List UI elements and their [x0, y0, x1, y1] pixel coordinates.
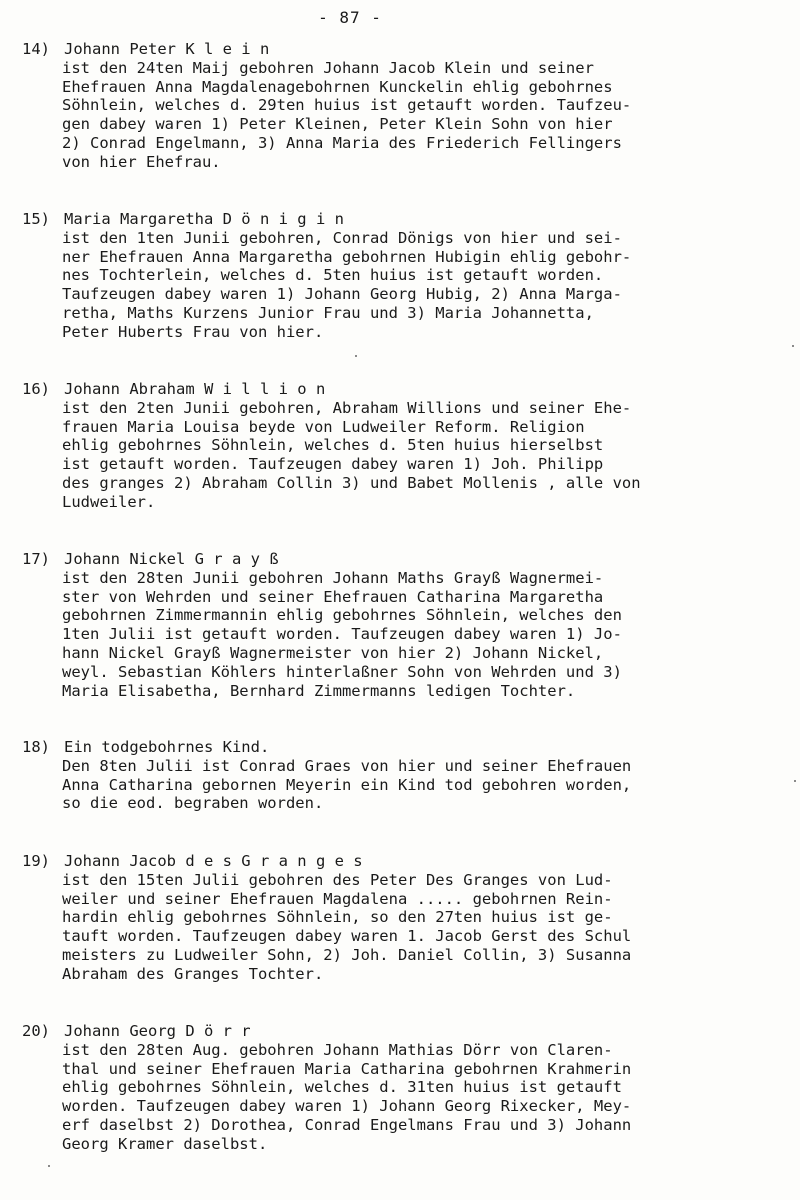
entry-text: Den 8ten Julii ist Conrad Graes von hier und seiner Ehefrauen Anna Catharina gebornen Meyerin ein Kind tod gebohren worden, so die eod. begraben worden. — [62, 756, 632, 813]
entry-name: Maria Margaretha D ö n i g i n — [64, 210, 344, 228]
entry-number: 19) — [22, 852, 50, 870]
entry-text: ist den 15ten Julii gebohren des Peter Des Granges von Lud- weiler und seiner Ehefrauen Magdalena ..... gebohrnen Rein- hardin ehlig gebohrnes Söhnlein, so den 27ten huius ist ge- tauft worden. Taufzeugen dabey waren 1. Jacob Gerst des Schul meisters zu Ludweiler Sohn, 2) Joh. Daniel Collin, 3) Susanna Abraham des Granges Tochter. — [62, 870, 632, 983]
entry-17 — [22, 550, 792, 700]
entry-heading — [22, 550, 792, 569]
entry-text: ist den 28ten Aug. gebohren Johann Mathias Dörr von Claren- thal und seiner Ehefrauen Maria Catharina gebohrnen Krahmerin ehlig gebohrnes Söhnlein, welches d. 31ten huius ist getauft worden. Taufzeugen dabey waren 1) Johann Georg Rixecker, Mey- erf daselbst 2) Dorothea, Conrad Engelmans Frau und 3) Johann Georg Kramer daselbst. — [62, 1040, 632, 1153]
entry-19 — [22, 852, 792, 984]
entry-name: Johann Georg D ö r r — [64, 1022, 251, 1040]
entry-number: 18) — [22, 738, 50, 756]
entry-number: 16) — [22, 380, 50, 398]
entry-name: Ein todgebohrnes Kind. — [64, 738, 270, 756]
entry-18 — [22, 738, 792, 813]
entry-15 — [22, 210, 792, 342]
entry-16 — [22, 380, 792, 512]
entry-number: 15) — [22, 210, 50, 228]
entry-heading — [22, 738, 792, 757]
scan-speck — [48, 1165, 50, 1167]
entry-name: Johann Abraham W i l l i o n — [64, 380, 326, 398]
entry-text: ist den 1ten Junii gebohren, Conrad Dönigs von hier und sei- ner Ehefrauen Anna Margaretha gebohrnen Hubigin ehlig gebohr- nes Tochterlein, welches d. 5ten huius ist getauft worden. Taufzeugen dabey waren 1) Johann Georg Hubig, 2) Anna Marga- retha, Maths Kurzens Junior Frau und 3) Maria Johannetta, Peter Huberts Frau von hier. — [62, 228, 632, 341]
entry-heading — [22, 380, 792, 399]
scan-speck — [794, 780, 796, 782]
entry-20 — [22, 1022, 792, 1154]
entry-number: 20) — [22, 1022, 50, 1040]
entry-name: Johann Peter K l e i n — [64, 40, 270, 58]
entry-name: Johann Nickel G r a y ß — [64, 550, 279, 568]
entry-14 — [22, 40, 792, 172]
entry-name: Johann Jacob d e s G r a n g e s — [64, 852, 363, 870]
entry-text: ist den 24ten Maij gebohren Johann Jacob Klein und seiner Ehefrauen Anna Magdalenagebohrnen Kunckelin ehlig gebohrnes Söhnlein, welches d. 29ten huius ist getauft worden. Taufzeu- gen dabey waren 1) Peter Kleinen, Peter Klein Sohn von hier 2) Conrad Engelmann, 3) Anna Maria des Friederich Fellingers von hier Ehefrau. — [62, 58, 632, 171]
entry-text: ist den 28ten Junii gebohren Johann Maths Grayß Wagnermei- ster von Wehrden und seiner Ehefrauen Catharina Margaretha gebohrnen Zimmermannin ehlig gebohrnes Söhnlein, welches den 1ten Julii ist getauft worden. Taufzeugen dabey waren 1) Jo- hann Nickel Grayß Wagnermeister von hier 2) Johann Nickel, weyl. Sebastian Köhlers hinterlaßner Sohn von Wehrden und 3) Maria Elisabetha, Bernhard Zimmermanns ledigen Tochter. — [62, 568, 622, 700]
scan-speck — [355, 355, 357, 357]
entry-heading — [22, 1022, 792, 1041]
entry-text: ist den 2ten Junii gebohren, Abraham Willions und seiner Ehe- frauen Maria Louisa beyde von Ludweiler Reform. Religion ehlig gebohrnes Söhnlein, welches d. 5ten huius hierselbst ist getauft worden. Taufzeugen dabey waren 1) Joh. Philipp des granges 2) Abraham Collin 3) und Babet Mollenis , alle von Ludweiler. — [62, 398, 641, 511]
entry-number: 17) — [22, 550, 50, 568]
entry-heading — [22, 40, 792, 59]
scan-speck — [792, 345, 794, 347]
entry-number: 14) — [22, 40, 50, 58]
entry-heading — [22, 210, 792, 229]
page-number: - 87 - — [318, 8, 382, 27]
entry-heading — [22, 852, 792, 871]
